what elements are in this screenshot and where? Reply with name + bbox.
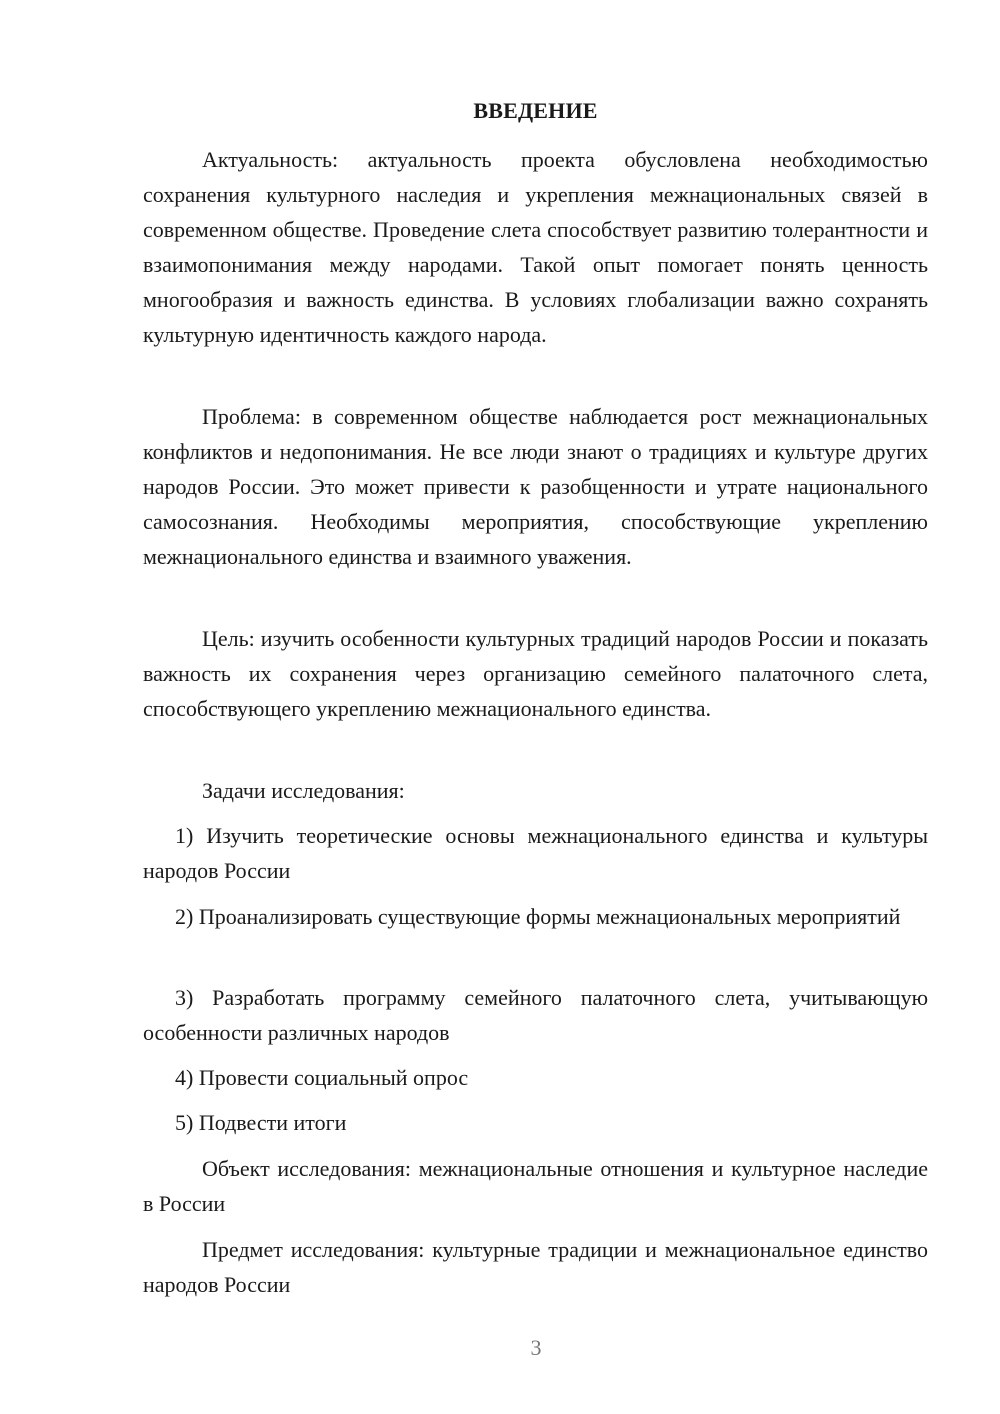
tasks-heading: Задачи исследования: xyxy=(202,778,405,803)
task-item-3: 3) Разработать программу семейного палаточного слета, учитывающую особенности различных народов xyxy=(143,985,928,1045)
page-number: 3 xyxy=(530,1335,542,1360)
paragraph-problem: Проблема: в современном обществе наблюдается рост межнациональных конфликтов и недопонимания. Не все люди знают о традициях и культуре других народов России. Это может привести к разобщенности и утрате национального самосознания. Необходимы мероприятия, способствующие укреплению межнационального единства и взаимного уважения. xyxy=(143,404,928,569)
task-item-5: 5) Подвести итоги xyxy=(175,1110,347,1135)
paragraph-relevance: Актуальность: актуальность проекта обусловлена необходимостью сохранения культурного наследия и укрепления межнациональных связей в современном обществе. Проведение слета способствует развитию толерантности и взаимопонимания между народами. Такой опыт помогает понять ценность многообразия и важность единства. В условиях глобализации важно сохранять культурную идентичность каждого народа. xyxy=(143,147,928,347)
section-title: ВВЕДЕНИЕ xyxy=(473,98,598,123)
task-item-1: 1) Изучить теоретические основы межнационального единства и культуры народов России xyxy=(143,823,928,883)
paragraph-object: Объект исследования: межнациональные отношения и культурное наследие в России xyxy=(143,1156,928,1216)
paragraph-goal: Цель: изучить особенности культурных традиций народов России и показать важность их сохранения через организацию семейного палаточного слета, способствующего укреплению межнационального единства. xyxy=(143,626,928,721)
task-item-4: 4) Провести социальный опрос xyxy=(175,1065,469,1090)
task-item-2: 2) Проанализировать существующие формы межнациональных мероприятий xyxy=(175,904,901,929)
paragraph-subject: Предмет исследования: культурные традиции и межнациональное единство народов России xyxy=(143,1237,928,1297)
